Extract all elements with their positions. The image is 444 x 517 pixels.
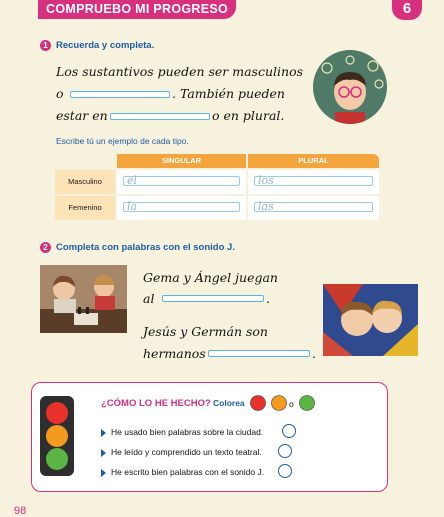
ex2-sentence-1a: Gema y Ángel juegan	[143, 270, 278, 285]
ex2-sentence-2-end: .	[312, 346, 316, 361]
bullet-arrow-icon	[101, 449, 106, 457]
ex2-sentence-2a: Jesús y Germán son	[143, 324, 268, 339]
gender-number-table	[55, 154, 379, 220]
ex2-sentence-2b: hermanos	[143, 346, 206, 361]
unit-tab: 6	[392, 0, 422, 20]
cell-masculino-plural[interactable]	[248, 170, 379, 194]
green-circle-icon	[300, 396, 315, 411]
exercise-2-instruction: Completa con palabras con el sonido J.	[56, 242, 235, 253]
self-eval-circle-2[interactable]	[278, 444, 292, 458]
cell-text: el	[127, 174, 138, 187]
cell-text: los	[258, 174, 274, 187]
ex1-subinstruction: Escribe tú un ejemplo de cada tipo.	[56, 136, 189, 146]
self-eval-item-1: He usado bien palabras sobre la ciudad.	[111, 427, 264, 437]
ex1-line-3b: o en plural.	[212, 108, 285, 123]
cell-masculino-singular[interactable]	[117, 170, 246, 194]
page-number: 98	[14, 505, 27, 517]
children-chess-photo	[40, 265, 127, 333]
ex2-blank-2[interactable]	[208, 350, 310, 357]
red-light	[46, 402, 68, 424]
column-header-singular: SINGULAR	[117, 154, 246, 168]
bullet-arrow-icon	[101, 429, 106, 437]
ex1-blank-2[interactable]	[110, 113, 210, 120]
column-header-plural: PLURAL	[248, 154, 379, 168]
conjunction-o: o	[289, 399, 294, 409]
red-circle-icon	[251, 396, 266, 411]
color-option-icons	[250, 394, 318, 412]
section-title: COMPRUEBO MI PROGRESO	[46, 2, 229, 16]
ex2-sentence-1b: al	[143, 291, 155, 306]
green-light	[46, 448, 68, 470]
colorea-label: Colorea	[213, 398, 245, 408]
row-label-masculino: Masculino	[55, 170, 115, 194]
section-header	[38, 0, 236, 19]
cell-femenino-plural[interactable]	[248, 196, 379, 220]
exercise-number-2: 2	[40, 242, 51, 253]
cell-text: las	[258, 200, 274, 213]
cell-text: la	[127, 200, 138, 213]
cell-femenino-singular[interactable]	[117, 196, 246, 220]
self-eval-circle-3[interactable]	[278, 464, 292, 478]
traffic-light-icon	[40, 396, 74, 476]
bullet-arrow-icon	[101, 469, 106, 477]
ex1-line-2a: o	[56, 86, 64, 101]
self-eval-question: ¿CÓMO LO HE HECHO?	[101, 398, 211, 409]
amber-light	[46, 425, 68, 447]
ex2-sentence-1-end: .	[266, 291, 270, 306]
exercise-number-1: 1	[40, 40, 51, 51]
ex1-line-1: Los sustantivos pueden ser masculinos	[56, 64, 304, 79]
ex1-line-2b: . También pueden	[172, 86, 285, 101]
self-eval-circle-1[interactable]	[282, 424, 296, 438]
amber-circle-icon	[272, 396, 287, 411]
boy-thinking-photo	[313, 50, 387, 124]
ex1-line-3a: estar en	[56, 108, 108, 123]
brothers-photo	[323, 284, 418, 356]
exercise-1-instruction: Recuerda y completa.	[56, 40, 155, 51]
self-eval-item-2: He leído y comprendido un texto teatral.	[111, 447, 262, 457]
ex2-blank-1[interactable]	[162, 295, 264, 302]
ex1-blank-1[interactable]	[70, 91, 170, 98]
self-eval-item-3: He escrito bien palabras con el sonido J.	[111, 467, 265, 477]
row-label-femenino: Femenino	[55, 196, 115, 220]
